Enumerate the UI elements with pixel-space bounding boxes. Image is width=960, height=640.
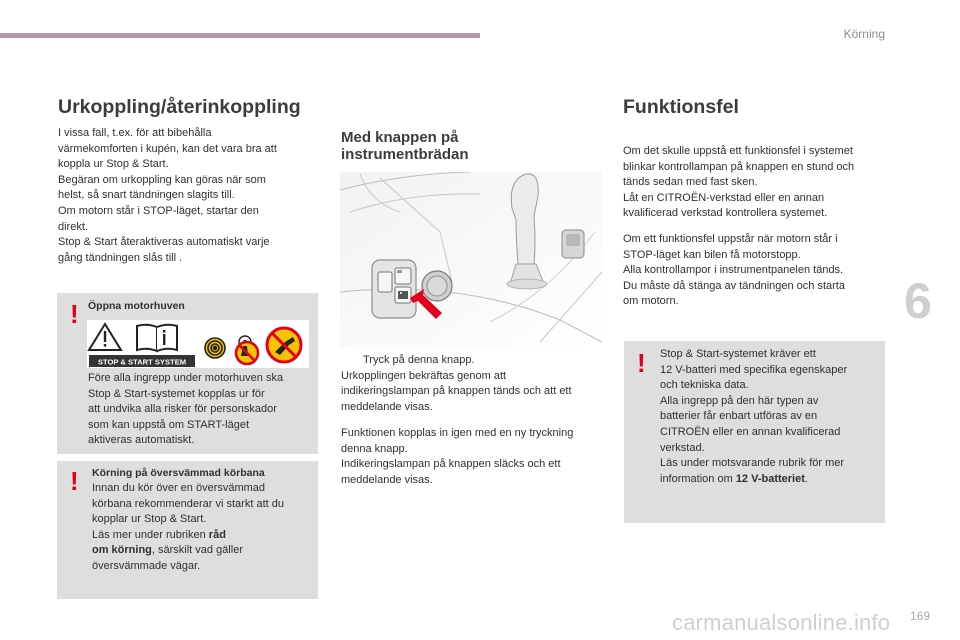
exclamation-icon: ! — [70, 466, 79, 496]
step-line: Tryck på denna knapp. — [363, 354, 475, 366]
step-line: indikeringslampan på knappen tänds och att ett — [341, 385, 572, 398]
fault-line: STOP-läget kan bilen få motorstopp. — [623, 248, 801, 261]
battery-line: Läs under motsvarande rubrik för mer — [660, 457, 845, 470]
reconnect-line: denna knapp. — [341, 442, 408, 455]
intro-line: Om motorn står i STOP-läget, startar den — [58, 204, 259, 217]
battery-line: 12 V-batteri med specifika egenskaper — [660, 363, 848, 376]
fault-line: Du måste då stänga av tändningen och starta — [623, 279, 845, 292]
step-line: Urkopplingen bekräftas genom att — [341, 369, 507, 382]
flood-line: körbana rekommenderar vi starkt att du — [92, 497, 284, 510]
header-accent-bar — [0, 33, 480, 38]
manual-book-icon — [137, 325, 177, 351]
flood-line: översvämmade vägar. — [92, 559, 201, 572]
flooded-road-text — [92, 481, 314, 575]
right-title: Funktionsfel — [623, 96, 739, 118]
battery-line: CITROËN eller en annan kvalificerad — [660, 425, 841, 438]
exclamation-icon: ! — [637, 348, 646, 378]
middle-title — [341, 129, 469, 163]
reconnect-line: Funktionen kopplas in igen med en ny tryckning — [341, 427, 574, 439]
battery-line: Stop & Start-systemet kräver ett — [660, 348, 816, 360]
hood-line: att undvika alla risker för personskador — [88, 403, 277, 416]
battery-link-text[interactable]: 12 V-batteriet — [735, 472, 805, 485]
fault-line: Alla kontrollampor i instrumentpanelen tänds. — [623, 264, 844, 277]
battery-line: Alla ingrepp på den här typen av — [660, 394, 819, 407]
no-tool-icon — [267, 328, 301, 362]
hood-line: Före alla ingrepp under motorhuven ska — [88, 372, 284, 384]
flood-bold-korning: om körning — [92, 544, 152, 557]
fan-belt-icon — [205, 338, 225, 358]
step-line: meddelande visas. — [341, 400, 433, 413]
page-number: 169 — [910, 609, 931, 623]
intro-line: direkt. — [58, 220, 88, 233]
right-para1 — [623, 144, 888, 222]
flood-line: kopplar ur Stop & Start. — [92, 513, 207, 526]
fault-line: blinkar kontrollampan på knappen en stund och — [623, 160, 855, 173]
flood-line: Innan du kör över en översvämmad — [92, 482, 266, 494]
flood-line: Läs mer under rubriken — [92, 528, 206, 541]
fault-line: tänds sedan med fast sken. — [623, 176, 758, 189]
stop-start-warning-pictograms — [87, 320, 309, 368]
section-label: Körning — [843, 27, 885, 41]
fault-line: Låt en CITROËN-verkstad eller en annan — [623, 191, 825, 204]
middle-reconnect — [341, 426, 603, 488]
battery-line: verkstad. — [660, 441, 705, 454]
hood-warning-text — [88, 371, 313, 449]
battery-line: och tekniska data. — [660, 379, 749, 392]
intro-line: I vissa fall, t.ex. för att bibehålla — [58, 127, 212, 139]
exclamation-icon: ! — [70, 299, 79, 329]
hood-line: aktiveras automatiskt. — [88, 434, 195, 447]
battery-line: batterier får enbart utföras av en — [660, 410, 818, 423]
intro-line: Begäran om urkoppling kan göras när som — [58, 173, 266, 186]
dashboard-button-photo — [340, 172, 602, 347]
watermark: carmanualsonline.info — [672, 610, 891, 635]
flooded-road-title: Körning på översvämmad körbana — [92, 467, 265, 479]
left-title: Urkoppling/återinkoppling — [58, 96, 301, 118]
intro-line: Stop & Start återaktiveras automatiskt varje — [58, 236, 270, 249]
intro-line: helst, så snart tändningen slagits till. — [58, 189, 235, 202]
fault-line: Om ett funktionsfel uppstår när motorn står i — [623, 233, 838, 245]
flood-bold-rad: råd — [208, 528, 226, 541]
battery-note-text — [660, 347, 882, 487]
chapter-number: 6 — [904, 273, 932, 329]
left-intro — [58, 126, 308, 266]
fault-line: kvalificerad verkstad kontrollera systemet. — [623, 207, 828, 220]
intro-line: gång tändningen slås till . — [58, 251, 183, 264]
fault-line: Om det skulle uppstå ett funktionsfel i systemet — [623, 145, 853, 157]
hood-line: Stop & Start-systemet kopplas ur för — [88, 387, 265, 400]
reconnect-line: Indikeringslampan på knappen släcks och ett — [341, 458, 561, 471]
middle-title-line2: instrumentbrädan — [341, 146, 469, 163]
flood-tail: , särskilt vad gäller — [151, 544, 243, 557]
middle-title-line1: Med knappen på — [341, 129, 459, 146]
intro-line: värmekomforten i kupén, kan det vara bra att — [58, 142, 277, 155]
battery-last-suffix: . — [804, 472, 808, 485]
intro-line: koppla ur Stop & Start. — [58, 158, 169, 171]
hood-line: som kan uppstå om START-läget — [88, 418, 249, 431]
right-para2 — [623, 232, 888, 310]
middle-step — [341, 353, 603, 415]
reconnect-line: meddelande visas. — [341, 473, 433, 486]
battery-last-prefix: information om — [660, 472, 736, 485]
fault-line: om motorn. — [623, 295, 679, 308]
hood-warning-title: Öppna motorhuven — [88, 300, 185, 312]
stop-start-badge-label: STOP & START SYSTEM — [97, 357, 187, 367]
